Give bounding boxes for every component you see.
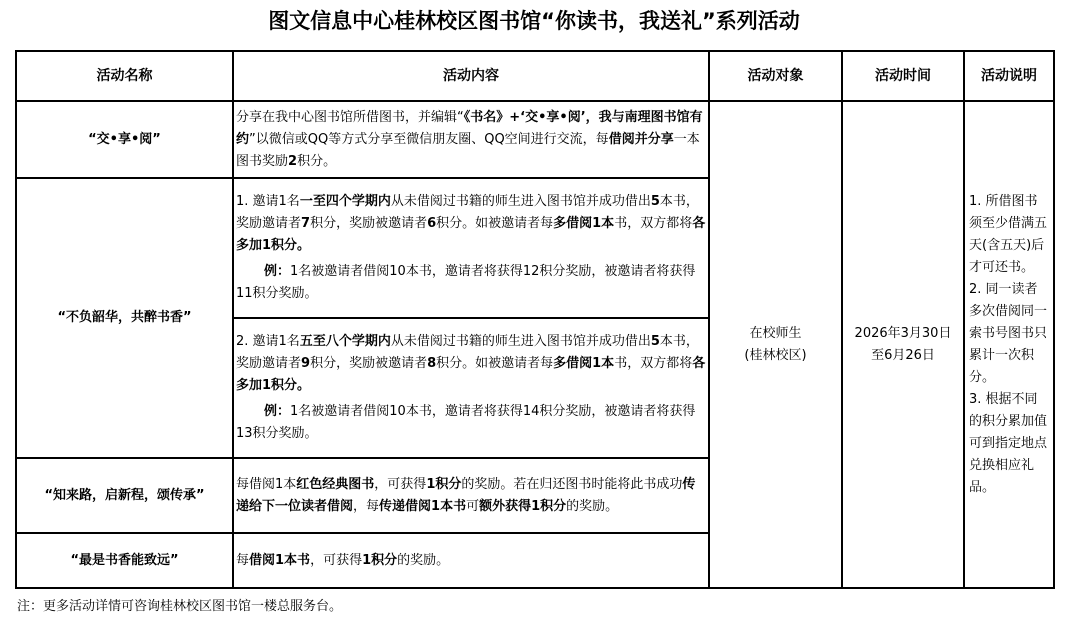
content-text: 每 (236, 552, 250, 568)
page-title: 图文信息中心桂林校区图书馆“你读书，我送礼”系列活动 (268, 9, 800, 33)
time-line: 2026年3月30日 (854, 325, 952, 341)
example-block (236, 261, 707, 305)
content-text: 的奖励。 (397, 552, 450, 568)
content-bold: 9 (301, 356, 311, 371)
table-row (16, 101, 1054, 178)
content-bold: 8 (427, 356, 437, 371)
explain-item: 2. 同一读者多次借阅同一索书号图书只累计一次积分。 (969, 281, 1048, 385)
example-label: 例： (264, 264, 291, 279)
content-bold: 多借阅1本 (553, 356, 615, 371)
example-block (236, 401, 707, 445)
content-bold: 2 (288, 153, 298, 169)
activity-table (15, 50, 1055, 589)
content-text: 的奖励。若在归还图书时能将此书成功 (461, 476, 683, 492)
header-name: 活动名称 (16, 51, 233, 101)
activity-content-invite-2 (233, 318, 709, 458)
header-content: 活动内容 (233, 51, 709, 101)
content-bold: 《书名》+‘交•享•阅’，我与南理图书馆有约 (236, 109, 703, 147)
activity-content-share (233, 101, 709, 178)
content-bold: 红色经典图书 (296, 476, 375, 492)
content-bold: 5 (650, 194, 660, 209)
content-text: 一本图书奖励 (236, 131, 700, 169)
explain-item: 3. 根据不同的积分累加值可到指定地点兑换相应礼品。 (969, 391, 1048, 495)
content-text: 积分。如被邀请者每 (436, 356, 554, 371)
content-bold: 额外获得1积分 (479, 498, 567, 514)
content-text: 书，双方都将 (614, 356, 693, 371)
content-text: ，可获得 (374, 476, 427, 492)
content-text: 书，双方都将 (614, 216, 693, 231)
activity-name-invite: “不负韶华，共醉书香” (16, 178, 233, 458)
table-header-row (16, 51, 1054, 101)
example-label: 例： (264, 404, 291, 419)
example-text: 1名被邀请者借阅10本书，邀请者将获得12积分奖励，被邀请者将获得11积分奖励。 (236, 264, 696, 301)
content-bold: 借阅并分享 (608, 131, 674, 147)
header-time: 活动时间 (842, 51, 964, 101)
content-bold: 五至八个学期内 (299, 334, 391, 349)
activity-time (842, 101, 964, 588)
footnote: 注：更多活动详情可咨询桂林校区图书馆一楼总服务台。 (17, 599, 343, 614)
activity-name-share: “交•享•阅” (16, 101, 233, 178)
content-bold: 5 (650, 334, 660, 349)
content-bold: 各多加1积分。 (236, 356, 706, 393)
content-text: 本书，奖励邀请者 (236, 194, 699, 231)
activity-content-invite-1 (233, 178, 709, 318)
content-text: 每借阅1本 (236, 476, 297, 492)
content-text: 从未借阅过书籍的师生进入图书馆并成功借出 (390, 334, 651, 349)
content-text: ，每 (353, 498, 380, 514)
activity-content-red-classic (233, 458, 709, 533)
time-line: 至6月26日 (871, 347, 935, 363)
header-note: 活动说明 (964, 51, 1054, 101)
content-text: 积分，奖励被邀请者 (310, 356, 428, 371)
content-text: 积分。 (297, 153, 337, 169)
content-bold: 6 (427, 216, 437, 231)
activity-name-reading: “最是书香能致远” (16, 533, 233, 588)
content-bold: 各多加1积分。 (236, 216, 706, 253)
content-text: ，可获得 (310, 552, 363, 568)
header-target: 活动对象 (709, 51, 842, 101)
activity-target (709, 101, 842, 588)
target-line: 在校师生 (749, 325, 802, 341)
example-text: 1名被邀请者借阅10本书，邀请者将获得14积分奖励，被邀请者将获得13积分奖励。 (236, 404, 696, 441)
content-text: 2. 邀请1名 (236, 334, 300, 349)
activity-name-red-classic: “知来路，启新程，颂传承” (16, 458, 233, 533)
content-bold: 多借阅1本 (553, 216, 615, 231)
content-bold: 传递给下一位读者借阅 (236, 476, 696, 514)
content-text: 可 (466, 498, 480, 514)
content-bold: 传递借阅1本书 (379, 498, 467, 514)
content-bold: 1积分 (426, 476, 462, 492)
activity-content-reading (233, 533, 709, 588)
content-bold: 借阅1本书 (249, 552, 311, 568)
content-text: 1. 邀请1名 (236, 194, 300, 209)
content-bold: 一至四个学期内 (299, 194, 391, 209)
content-text: 积分，奖励被邀请者 (310, 216, 428, 231)
target-line: (桂林校区) (744, 347, 807, 363)
content-text: 的奖励。 (566, 498, 619, 514)
content-text: 从未借阅过书籍的师生进入图书馆并成功借出 (390, 194, 651, 209)
content-text: 本书，奖励邀请者 (236, 334, 699, 371)
explain-item: 1. 所借图书须至少借满五天(含五天)后才可还书。 (969, 193, 1048, 275)
content-text: 积分。如被邀请者每 (436, 216, 554, 231)
content-text: 分享在我中心图书馆所借图书，并编辑“ (236, 109, 464, 125)
content-text: ”以微信或QQ等方式分享至微信朋友圈、QQ空间进行交流，每 (249, 131, 609, 147)
content-bold: 1积分 (362, 552, 398, 568)
activity-explanation (964, 101, 1054, 588)
content-bold: 7 (301, 216, 311, 231)
